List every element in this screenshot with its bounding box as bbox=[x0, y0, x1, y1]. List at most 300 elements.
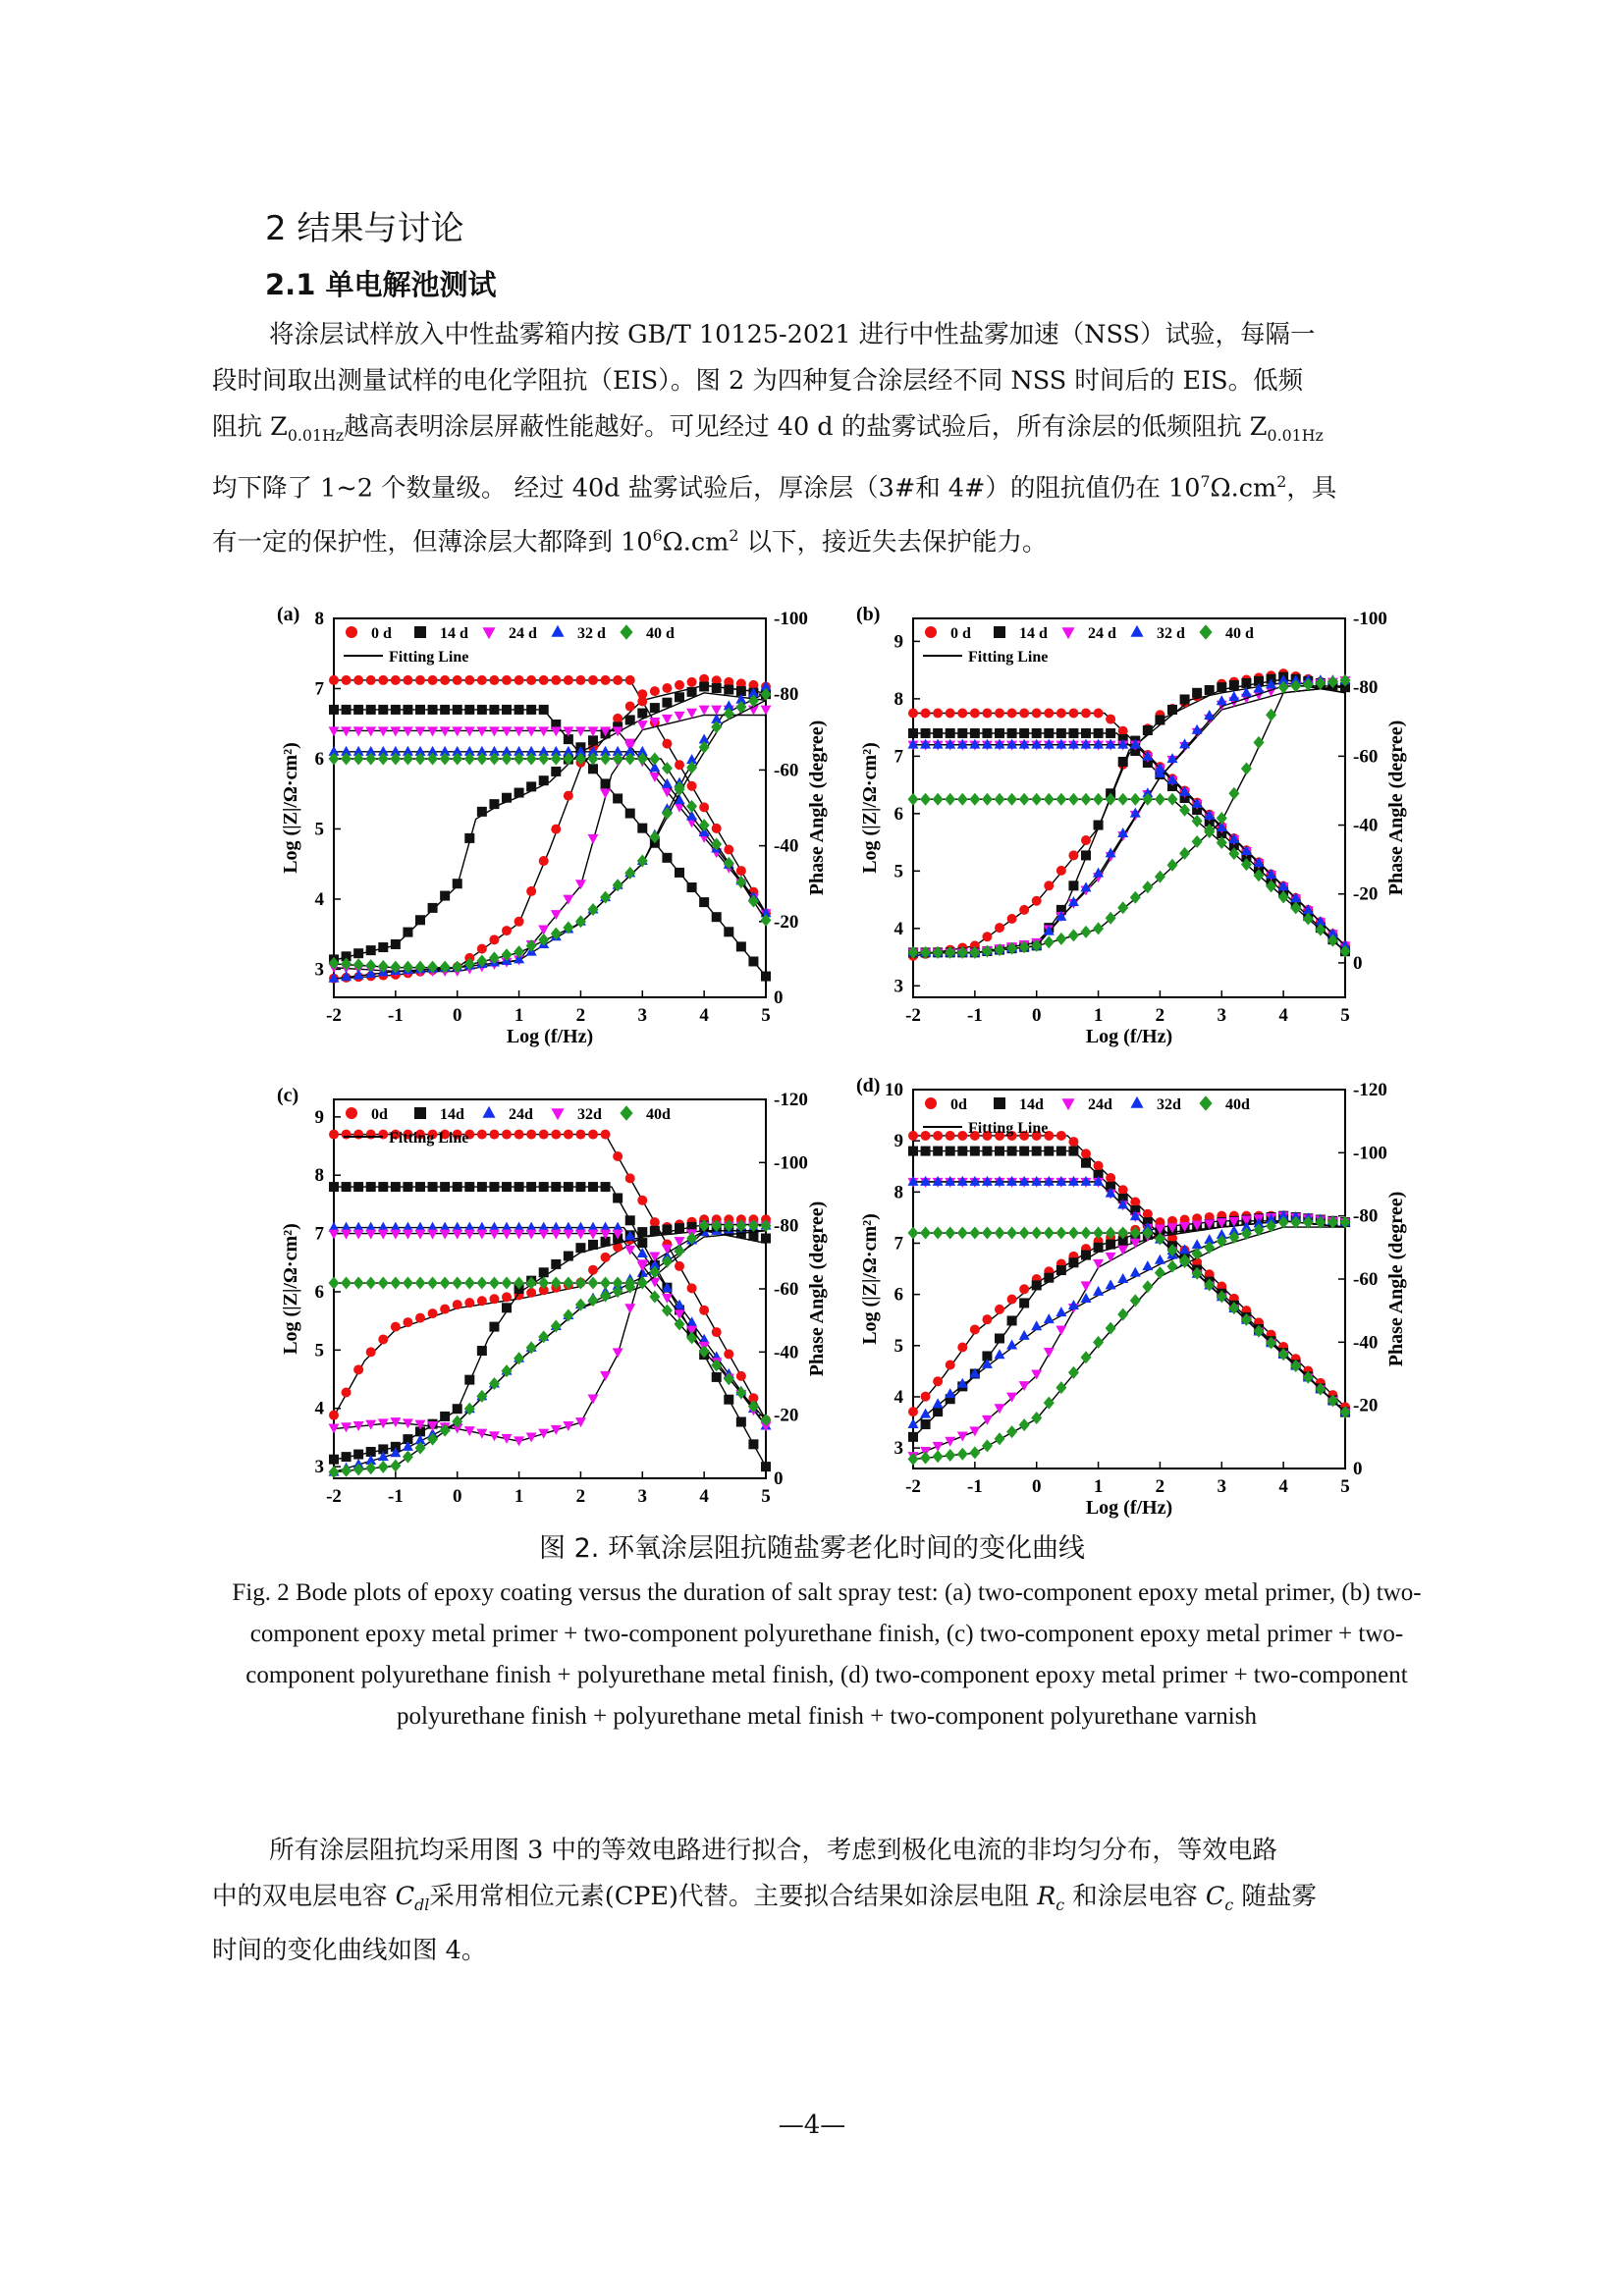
data-point-phase bbox=[662, 1255, 673, 1268]
data-point-impedance bbox=[712, 912, 722, 922]
legend-marker bbox=[620, 1105, 632, 1121]
para1-line3: 阻抗 Z bbox=[212, 412, 288, 442]
data-point-phase bbox=[526, 781, 536, 791]
data-point-phase bbox=[613, 879, 623, 891]
x-tick-label: 4 bbox=[1278, 1005, 1288, 1026]
data-point-phase bbox=[329, 1411, 339, 1420]
legend-label: 0d bbox=[950, 1096, 967, 1113]
data-point-impedance bbox=[564, 675, 573, 685]
data-point-impedance bbox=[1056, 1147, 1066, 1156]
data-point-phase bbox=[563, 1309, 573, 1322]
data-point-phase bbox=[675, 1223, 684, 1233]
data-point-impedance bbox=[391, 705, 401, 715]
data-point-impedance bbox=[1019, 1147, 1029, 1156]
data-point-impedance bbox=[921, 709, 931, 719]
data-point-phase bbox=[538, 1330, 549, 1343]
data-point-phase bbox=[957, 1448, 968, 1461]
data-point-phase bbox=[921, 1392, 931, 1402]
data-point-impedance bbox=[564, 1130, 573, 1140]
legend-marker bbox=[994, 1097, 1005, 1109]
data-point-phase bbox=[1068, 1257, 1078, 1267]
data-point-phase bbox=[995, 923, 1004, 933]
fit-line-impedance bbox=[334, 1135, 766, 1420]
para2-line3: 时间的变化曲线如图 4。 bbox=[212, 1936, 487, 1966]
y2-tick-label: -60 bbox=[1353, 1269, 1379, 1290]
data-point-phase bbox=[1019, 1298, 1029, 1308]
y-axis-label: Log (|Z|/Ω·cm²) bbox=[280, 742, 301, 874]
legend-marker bbox=[551, 1108, 564, 1120]
data-point-impedance bbox=[464, 705, 474, 715]
x-tick-label: 2 bbox=[1155, 1005, 1165, 1026]
data-point-impedance bbox=[982, 728, 992, 738]
x-tick-label: -1 bbox=[966, 1476, 983, 1497]
x-tick-label: 3 bbox=[637, 1005, 648, 1026]
data-point-impedance bbox=[428, 1182, 438, 1192]
data-point-impedance bbox=[662, 853, 672, 863]
data-point-impedance bbox=[1068, 1227, 1079, 1240]
para2-line2-d: 和涂层电容 bbox=[1064, 1882, 1206, 1911]
legend-label: 24 d bbox=[509, 625, 537, 642]
data-point-impedance bbox=[933, 1147, 943, 1156]
data-point-impedance bbox=[957, 709, 967, 719]
y-tick-label: 9 bbox=[893, 1131, 903, 1152]
data-point-phase bbox=[908, 1418, 919, 1428]
y2-tick-label: -80 bbox=[774, 1215, 799, 1237]
data-point-impedance bbox=[378, 1182, 388, 1192]
data-point-phase bbox=[1044, 935, 1055, 948]
data-point-phase bbox=[945, 1437, 955, 1447]
data-point-impedance bbox=[329, 675, 339, 685]
data-point-impedance bbox=[637, 1196, 647, 1205]
data-point-impedance bbox=[452, 1230, 462, 1240]
data-point-impedance bbox=[378, 726, 389, 736]
data-point-phase bbox=[1068, 850, 1078, 860]
data-point-phase bbox=[588, 1395, 599, 1405]
data-point-phase bbox=[391, 1322, 401, 1332]
data-point-impedance bbox=[390, 1230, 401, 1240]
data-point-impedance bbox=[1081, 1158, 1091, 1168]
data-point-impedance bbox=[1118, 1185, 1128, 1195]
data-point-impedance bbox=[1031, 1227, 1042, 1240]
data-point-impedance bbox=[476, 1277, 487, 1290]
y-tick-label: 4 bbox=[893, 1386, 903, 1408]
data-point-phase bbox=[564, 1252, 573, 1261]
data-point-impedance bbox=[502, 705, 512, 715]
data-point-impedance bbox=[969, 793, 980, 806]
data-point-impedance bbox=[378, 1130, 388, 1140]
y2-tick-label: -20 bbox=[774, 1405, 799, 1426]
y2-axis-label: Phase Angle (degree) bbox=[1385, 1191, 1407, 1367]
data-point-phase bbox=[1192, 835, 1203, 848]
legend-label: 0 d bbox=[950, 625, 971, 642]
data-point-impedance bbox=[957, 793, 968, 806]
figure-panel-a bbox=[275, 597, 884, 1058]
series-32d bbox=[329, 1106, 772, 1446]
data-point-impedance bbox=[440, 675, 450, 685]
legend-label: 0 d bbox=[371, 625, 392, 642]
data-point-impedance bbox=[489, 705, 499, 715]
data-point-impedance bbox=[1106, 728, 1115, 738]
data-point-impedance bbox=[539, 1182, 549, 1192]
x-tick-label: 5 bbox=[1340, 1005, 1350, 1026]
data-point-impedance bbox=[440, 705, 450, 715]
data-point-phase bbox=[1093, 1259, 1104, 1269]
y-tick-label: 7 bbox=[893, 1233, 903, 1255]
data-point-impedance bbox=[489, 675, 499, 685]
data-point-phase bbox=[1044, 881, 1054, 890]
legend-label: 32d bbox=[1157, 1096, 1181, 1113]
legend-label: 24d bbox=[1088, 1096, 1112, 1113]
data-point-impedance bbox=[588, 1230, 599, 1240]
data-point-phase bbox=[1044, 1348, 1055, 1358]
data-point-phase bbox=[539, 856, 549, 866]
y-tick-label: 4 bbox=[893, 918, 903, 939]
data-point-impedance bbox=[477, 675, 487, 685]
paragraph-2 bbox=[212, 1828, 1437, 1974]
x-tick-label: 2 bbox=[1155, 1476, 1165, 1497]
data-point-phase bbox=[601, 1253, 611, 1262]
data-point-phase bbox=[1117, 1308, 1128, 1321]
fit-line-impedance bbox=[913, 799, 1345, 951]
data-point-impedance bbox=[1081, 709, 1091, 719]
data-point-phase bbox=[1142, 1260, 1153, 1270]
y2-tick-label: -60 bbox=[1353, 746, 1379, 768]
data-point-phase bbox=[453, 1300, 462, 1309]
x-tick-label: 1 bbox=[1093, 1005, 1104, 1026]
data-point-phase bbox=[415, 1313, 425, 1323]
data-point-phase bbox=[539, 1267, 549, 1277]
data-point-phase bbox=[477, 1346, 487, 1356]
y-tick-label: 5 bbox=[893, 861, 903, 882]
superscript: 6 bbox=[652, 525, 663, 545]
y2-tick-label: -100 bbox=[1353, 1143, 1387, 1164]
data-point-phase bbox=[1217, 682, 1226, 692]
data-point-impedance bbox=[502, 675, 512, 685]
y-tick-label: 3 bbox=[893, 1438, 903, 1460]
data-point-impedance bbox=[712, 824, 722, 833]
data-point-phase bbox=[1179, 847, 1190, 860]
legend-fit-label: Fitting Line bbox=[389, 1130, 469, 1147]
data-point-impedance bbox=[1094, 728, 1104, 738]
data-point-phase bbox=[563, 895, 573, 905]
data-point-impedance bbox=[353, 1230, 364, 1240]
data-point-phase bbox=[551, 825, 561, 834]
data-point-phase bbox=[502, 793, 512, 803]
data-point-phase bbox=[675, 680, 684, 690]
data-point-impedance bbox=[440, 1230, 451, 1240]
data-point-phase bbox=[957, 1342, 967, 1352]
plot-group bbox=[277, 1085, 828, 1507]
data-point-impedance bbox=[1032, 709, 1042, 719]
data-point-impedance bbox=[539, 675, 549, 685]
data-point-impedance bbox=[712, 1372, 722, 1382]
data-point-phase bbox=[921, 1419, 931, 1429]
data-point-impedance bbox=[514, 705, 524, 715]
data-point-phase bbox=[366, 1347, 376, 1357]
paragraph-1 bbox=[212, 312, 1437, 565]
data-point-impedance bbox=[353, 1130, 363, 1140]
data-point-impedance bbox=[452, 1277, 462, 1290]
legend-fit-label: Fitting Line bbox=[968, 1120, 1049, 1137]
data-point-impedance bbox=[551, 726, 562, 736]
data-point-impedance bbox=[551, 1130, 561, 1140]
data-point-impedance bbox=[724, 927, 733, 936]
figure-panel-c bbox=[275, 1078, 884, 1539]
data-point-phase bbox=[1130, 1294, 1141, 1307]
data-point-phase bbox=[551, 1259, 561, 1269]
data-point-impedance bbox=[353, 705, 363, 715]
y2-tick-label: -100 bbox=[774, 1152, 808, 1174]
superscript: 2 bbox=[729, 525, 739, 545]
data-point-impedance bbox=[970, 728, 980, 738]
data-point-impedance bbox=[575, 675, 585, 685]
x-tick-label: 0 bbox=[1031, 1005, 1042, 1026]
page-number: —4— bbox=[778, 2110, 846, 2140]
data-point-impedance bbox=[1056, 793, 1066, 806]
data-point-impedance bbox=[378, 705, 388, 715]
data-point-impedance bbox=[440, 1182, 450, 1192]
fit-line-phase bbox=[913, 679, 1345, 956]
y-tick-label: 7 bbox=[314, 1223, 324, 1245]
y-tick-label: 8 bbox=[314, 1165, 324, 1187]
legend-marker bbox=[346, 626, 357, 638]
legend-label: 14d bbox=[1019, 1096, 1044, 1113]
data-point-phase bbox=[1192, 1239, 1203, 1249]
data-point-impedance bbox=[366, 1130, 376, 1140]
y-axis-label: Log (|Z|/Ω·cm²) bbox=[859, 742, 881, 874]
y2-tick-label: 0 bbox=[774, 1468, 784, 1489]
data-point-impedance bbox=[502, 1182, 512, 1192]
legend-marker bbox=[482, 627, 495, 639]
y2-tick-label: -80 bbox=[1353, 677, 1379, 699]
data-point-impedance bbox=[662, 739, 672, 749]
y-tick-label: 10 bbox=[885, 1080, 903, 1100]
data-point-phase bbox=[1117, 1273, 1128, 1283]
data-point-impedance bbox=[699, 819, 710, 831]
data-point-impedance bbox=[378, 1277, 389, 1290]
para1-line4-b: Ω.cm bbox=[1210, 473, 1277, 504]
data-point-impedance bbox=[736, 1371, 746, 1381]
data-point-phase bbox=[514, 1352, 524, 1364]
data-point-impedance bbox=[920, 793, 931, 806]
data-point-phase bbox=[588, 1240, 598, 1250]
data-point-phase bbox=[575, 1417, 586, 1427]
data-point-impedance bbox=[329, 1277, 340, 1290]
data-point-impedance bbox=[489, 1130, 499, 1140]
series-14d bbox=[908, 1096, 1350, 1442]
subscript: c bbox=[1224, 1896, 1234, 1915]
y-tick-label: 7 bbox=[314, 678, 324, 700]
data-point-impedance bbox=[502, 726, 513, 736]
data-point-phase bbox=[946, 1360, 955, 1369]
data-point-impedance bbox=[415, 726, 426, 736]
data-point-impedance bbox=[946, 728, 955, 738]
data-point-phase bbox=[1167, 705, 1177, 715]
y-tick-label: 8 bbox=[314, 609, 324, 629]
data-point-phase bbox=[378, 1461, 389, 1473]
data-point-phase bbox=[563, 1421, 573, 1431]
data-point-phase bbox=[920, 1409, 931, 1418]
data-point-phase bbox=[1056, 933, 1066, 945]
data-point-impedance bbox=[1081, 1227, 1092, 1240]
x-tick-label: 3 bbox=[637, 1486, 648, 1507]
data-point-impedance bbox=[1192, 815, 1203, 828]
data-point-phase bbox=[1217, 695, 1227, 705]
data-point-impedance bbox=[428, 705, 438, 715]
data-point-impedance bbox=[712, 1327, 722, 1337]
data-point-impedance bbox=[526, 675, 536, 685]
data-point-impedance bbox=[1081, 1148, 1091, 1158]
y-tick-label: 9 bbox=[893, 631, 903, 653]
data-point-impedance bbox=[1007, 1147, 1017, 1156]
data-point-phase bbox=[624, 1304, 635, 1313]
data-point-phase bbox=[969, 1426, 980, 1436]
plot-group bbox=[277, 604, 828, 1047]
data-point-impedance bbox=[1019, 793, 1030, 806]
data-point-phase bbox=[1205, 685, 1215, 695]
data-point-impedance bbox=[1056, 1131, 1066, 1141]
data-point-impedance bbox=[563, 1230, 573, 1240]
data-point-impedance bbox=[908, 728, 918, 738]
data-point-impedance bbox=[724, 1349, 733, 1359]
data-point-phase bbox=[526, 886, 536, 896]
data-point-phase bbox=[588, 1265, 598, 1275]
y2-tick-label: -100 bbox=[774, 609, 808, 629]
data-point-impedance bbox=[476, 726, 487, 736]
para1-line4: 均下降了 1~2 个数量级。 经过 40d 盐雾试验后，厚涂层（3#和 4#）的阻抗值仍在 10 bbox=[212, 473, 1201, 504]
data-point-phase bbox=[982, 1314, 992, 1324]
data-point-phase bbox=[391, 939, 401, 949]
data-point-phase bbox=[440, 1412, 450, 1421]
data-point-impedance bbox=[662, 762, 673, 774]
data-point-phase bbox=[908, 1407, 918, 1416]
data-point-phase bbox=[1081, 1251, 1091, 1260]
data-point-phase bbox=[539, 775, 549, 785]
data-point-impedance bbox=[1019, 709, 1029, 719]
y2-tick-label: -120 bbox=[774, 1090, 808, 1110]
data-point-phase bbox=[342, 1452, 352, 1462]
data-point-impedance bbox=[1106, 715, 1115, 724]
x-tick-label: -1 bbox=[966, 1005, 983, 1026]
data-point-impedance bbox=[675, 760, 684, 770]
data-point-impedance bbox=[538, 726, 549, 736]
data-point-phase bbox=[551, 1319, 562, 1332]
y2-tick-label: 0 bbox=[1353, 952, 1363, 974]
data-point-impedance bbox=[601, 1130, 611, 1140]
data-point-impedance bbox=[453, 1182, 462, 1192]
figure-caption-en: Fig. 2 Bode plots of epoxy coating versus the duration of salt spray test: (a) two-component epoxy metal primer, (b) two-component epoxy metal primer + two-component polyurethane finish, (c) two-component epoxy metal primer + two-component polyurethane finish + polyurethane metal finish, (d) two-component epoxy metal primer + two-component polyurethane finish + polyurethane metal finish + two-component polyurethane varnish bbox=[232, 1579, 1422, 1730]
x-axis-label: Log (f/Hz) bbox=[1085, 1026, 1173, 1047]
data-point-impedance bbox=[403, 1277, 413, 1290]
data-point-phase bbox=[1081, 1281, 1092, 1291]
data-point-impedance bbox=[390, 726, 401, 736]
data-point-impedance bbox=[736, 1417, 746, 1427]
data-point-impedance bbox=[687, 781, 697, 791]
fit-line-impedance bbox=[913, 733, 1345, 951]
x-tick-label: 5 bbox=[761, 1486, 771, 1507]
data-point-phase bbox=[440, 891, 450, 901]
x-tick-label: 1 bbox=[514, 1005, 524, 1026]
data-point-phase bbox=[428, 1308, 438, 1318]
data-point-impedance bbox=[1068, 1137, 1078, 1147]
panel-label: (b) bbox=[856, 604, 881, 625]
data-point-impedance bbox=[415, 1277, 426, 1290]
y-tick-label: 9 bbox=[314, 1106, 324, 1128]
data-point-impedance bbox=[1068, 728, 1078, 738]
data-point-phase bbox=[1155, 716, 1164, 725]
data-point-impedance bbox=[1106, 1173, 1115, 1183]
data-point-phase bbox=[600, 789, 611, 799]
data-point-phase bbox=[390, 1460, 401, 1472]
data-point-impedance bbox=[946, 1131, 955, 1141]
data-point-phase bbox=[514, 788, 524, 798]
data-point-phase bbox=[1180, 694, 1190, 704]
data-point-impedance bbox=[613, 1193, 623, 1202]
data-point-phase bbox=[464, 1375, 474, 1385]
data-point-phase bbox=[1192, 688, 1202, 698]
data-point-phase bbox=[1044, 1397, 1055, 1410]
data-point-impedance bbox=[600, 1277, 611, 1290]
data-point-impedance bbox=[957, 1227, 968, 1240]
y2-axis-label: Phase Angle (degree) bbox=[806, 720, 828, 896]
data-point-phase bbox=[428, 903, 438, 913]
data-point-phase bbox=[464, 833, 474, 843]
data-point-impedance bbox=[995, 793, 1005, 806]
para1-line5-c: 以下，接近失去保护能力。 bbox=[738, 527, 1048, 558]
data-point-impedance bbox=[514, 1230, 524, 1240]
data-point-phase bbox=[1007, 1315, 1017, 1325]
data-point-impedance bbox=[982, 793, 993, 806]
fit-line-phase bbox=[913, 686, 1345, 953]
data-point-phase bbox=[613, 1348, 623, 1358]
fit-line-impedance bbox=[913, 745, 1345, 946]
data-point-phase bbox=[378, 1334, 388, 1344]
data-point-impedance bbox=[464, 1182, 474, 1192]
data-point-impedance bbox=[489, 726, 500, 736]
data-point-impedance bbox=[625, 809, 635, 819]
data-point-impedance bbox=[613, 675, 623, 685]
data-point-impedance bbox=[946, 1147, 955, 1156]
data-point-phase bbox=[650, 1226, 660, 1236]
data-point-impedance bbox=[970, 1147, 980, 1156]
x-tick-label: -2 bbox=[905, 1476, 921, 1497]
data-point-phase bbox=[1031, 1320, 1042, 1330]
data-point-phase bbox=[970, 1324, 980, 1334]
data-point-phase bbox=[564, 791, 573, 801]
data-point-impedance bbox=[489, 1182, 499, 1192]
data-point-impedance bbox=[1179, 804, 1190, 817]
legend-label: 32 d bbox=[577, 625, 606, 642]
legend-label: 32d bbox=[577, 1106, 602, 1123]
data-point-impedance bbox=[464, 726, 475, 736]
legend-marker bbox=[1130, 625, 1143, 637]
para2-line2: 中的双电层电容 bbox=[212, 1882, 396, 1911]
y2-axis-label: Phase Angle (degree) bbox=[1385, 720, 1407, 896]
para1-line3-b: 越高表明涂层屏蔽性能越好。可见经过 40 d 的盐雾试验后，所有涂层的低频阻抗 Z bbox=[344, 412, 1268, 442]
x-tick-label: 3 bbox=[1217, 1476, 1227, 1497]
data-point-impedance bbox=[1130, 1198, 1140, 1207]
data-point-phase bbox=[761, 706, 772, 716]
data-point-impedance bbox=[427, 1277, 438, 1290]
data-point-phase bbox=[342, 1388, 352, 1398]
data-point-impedance bbox=[1044, 728, 1054, 738]
data-point-phase bbox=[662, 1225, 672, 1235]
y-axis-label: Log (|Z|/Ω·cm²) bbox=[859, 1213, 881, 1345]
data-point-impedance bbox=[427, 1230, 438, 1240]
para1-line4-c: ，具 bbox=[1286, 473, 1337, 504]
data-point-impedance bbox=[353, 1277, 364, 1290]
data-point-phase bbox=[761, 1234, 771, 1244]
